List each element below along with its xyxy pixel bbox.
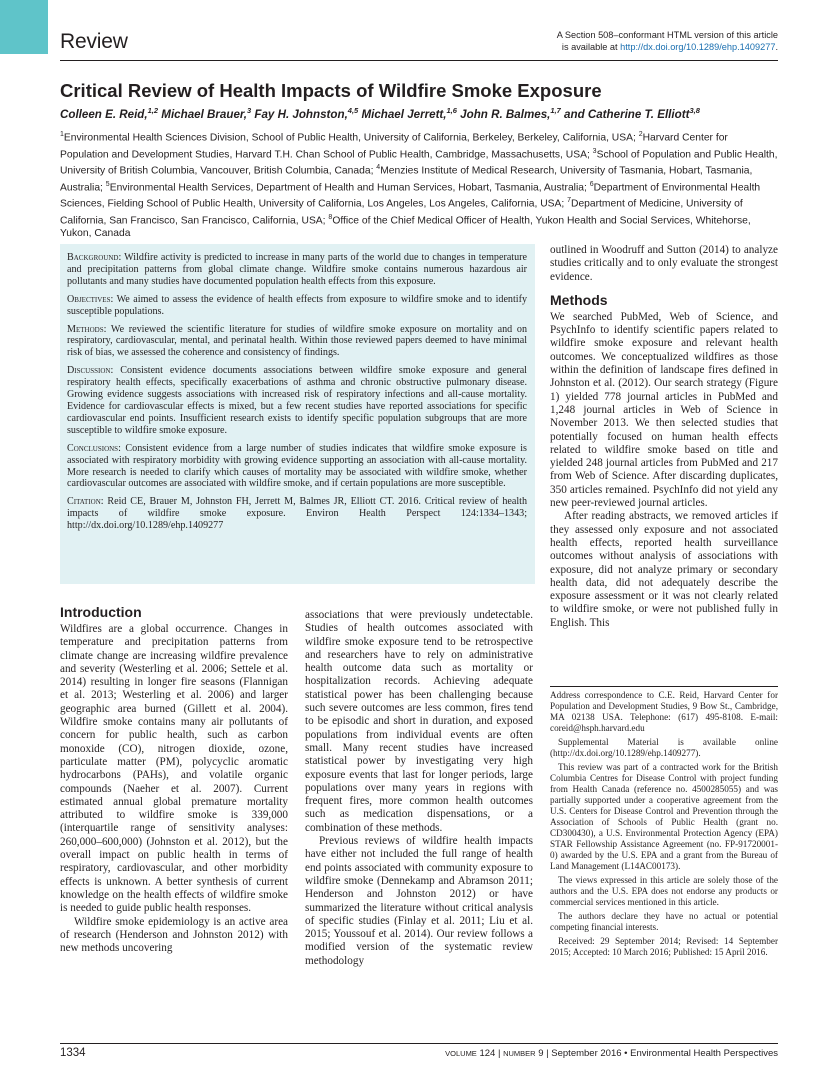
footer-bullet: • [624,1048,628,1059]
author-sup: 3,8 [689,106,700,115]
footnote-funding: This review was part of a contracted work for the British Columbia Centres for Disease Control with project funding from Health Canada (reference no. 4500285055) and was partially supported under a cooperative agreement from the U.S. Centers for Disease Control and Prevention through the Association of Schools of Public Health (grant no. CD300430), a U.S. Environmental Protection Agency (EPA) STAR Fellowship Assistance Agreement (no. FP-91720001-0) awarded by the U.S. EPA and a grant from the Bureau of Land Management (L14AC00173). [550,762,778,871]
methods-paragraph-1: We searched PubMed, Web of Science, and PsychInfo to identify scientific papers related to wildfire smoke exposure and relevant health outcomes. We conceptualized wildfires as those within the definition of landscape fires defined in Johnston et al. (2012). Our search strategy (Figure 1) yielded 778 journal articles in PubMed and 1,248 journal articles in Web of Science in November 2013. We then selected studies that potentially focused on human health effects related to wildfire smoke based on title and yielded 248 journal articles from PubMed and 217 from Web of Science. After discarding duplicates, 350 articles remained. PsychInfo did not yield any new peer-reviewed journal articles. [550,310,778,510]
footnote-supplemental: Supplemental Material is available online (http://dx.doi.org/10.1289/ehp.1409277). [550,737,778,758]
affil-sup: 3 [592,147,597,155]
abstract-label: Discussion: [67,365,114,377]
number-value: 9 [538,1048,544,1059]
author: Fay H. Johnston, [251,107,348,121]
section-color-tab [0,0,48,54]
affil-sup: 4 [376,164,381,172]
author: John R. Balmes, [456,107,551,121]
intro-paragraph-3: associations that were previously undetectable. Studies of health outcomes associated with wildfire smoke exposure tend to be retrospective and researchers have to rely on administrative health outcome data such as mortality or hospitalization records. Achieving adequate statistical power has been challenging because such severe outcomes are less common, fires tend to be episodic and short in duration, and exposed populations from individual events are often small. Many recent studies have increased statistical power by investigating very high exposure events that last for longer periods, large populations over many years in regions with frequent fires, more common health outcomes such as medication dispensations, or a combination of these methods. [305,609,533,834]
affiliation: Environmental Health Services, Department of Health and Human Services, Hobart, Tasmania, Australia; [109,181,590,193]
note-line-1: A Section 508–conformant HTML version of this article [556,30,778,40]
volume-label: VOLUME [445,1049,477,1058]
abstract-objectives [67,294,527,318]
affiliation: Menzies Institute of Medical Research, University of Tasmania, Hobart, Tasmania, Australia; [60,165,753,193]
author: Colleen E. Reid, [60,107,148,121]
number-label: NUMBER [503,1049,536,1058]
author-list [60,106,790,121]
affiliation: Department of Environmental Health Sciences, Fielding School of Public Health, University of California, Los Angeles, Los Angeles, California, USA; [60,181,761,210]
abstract-label: Background: [67,252,122,263]
methods-heading: Methods [550,291,608,308]
abstract-text: Consistent evidence from a large number of studies indicates that wildfire smoke exposure is associated with respiratory morbidity with growing evidence supporting an association with all-cause mortality. More research is needed to clarify which causes of mortality may be associated with wildfire smoke, whether cardiovascular outcomes are associated with wildfire smoke, and if certain populations are more susceptible. [67,442,527,490]
abstract-discussion [67,365,527,436]
note-line-2 [557,41,778,53]
author: Michael Jerrett, [358,107,447,121]
affiliation: Environmental Health Sciences Division, School of Public Health, University of California, Berkeley, Berkeley, California, USA; [63,132,639,144]
affil-sup: 1 [60,131,64,138]
affil-sup: 7 [567,197,572,205]
footnote-dates: Received: 29 September 2014; Revised: 14 September 2015; Accepted: 10 March 2016; Published: 15 April 2016. [550,936,778,957]
abstract-label: Citation: [67,496,104,508]
footnote-disclaimer: The views expressed in this article are solely those of the authors and the U.S. EPA does not endorse any products or commercial services mentioned in this article. [550,875,778,907]
author: and Catherine T. Elliott [560,107,690,121]
article-title: Critical Review of Health Impacts of Wildfire Smoke Exposure [60,80,602,101]
methods-paragraph-2: After reading abstracts, we removed articles if they assessed only exposure and not associated health effects, reported health surveillance outcomes without analysis of associations with exposure, did not analyze primary or secondary health data, did not adequately describe the exposure assessment or it was not clearly related to wildfire smoke, or were not published fully in English. This [550,510,778,629]
author-sup: 3 [247,106,252,115]
author-sup: 1,7 [550,106,561,115]
column-middle [305,609,533,968]
abstract-text: Wildfire activity is predicted to increase in many parts of the world due to changes in temperature and precipitation patterns from global climate change. Wildfire smoke contains numerous hazardous air pollutants and many studies have documented population health effects from this exposure. [67,252,527,287]
footnote-competing-interests: The authors declare they have no actual or potential competing financial interests. [550,911,778,932]
author: Michael Brauer, [158,107,247,121]
abstract-methods [67,324,527,360]
author-sup: 1,6 [446,106,457,115]
abstract-label: Objectives: [67,293,114,305]
intro-paragraph-5: outlined in Woodruff and Sutton (2014) to analyze studies critically and to only evaluate the strongest evidence. [550,244,778,283]
section-label: Review [60,30,128,53]
intro-paragraph-2: Wildfire smoke epidemiology is an active area of research (Henderson and Johnston 2012) with new methods uncovering [60,915,288,955]
affiliation: Harvard Center for Population and Development Studies, Harvard T.H. Chan School of Public Health, Cambridge, Massachusetts, USA; [60,132,728,160]
affil-sup: 8 [328,213,333,221]
note-suffix: . [775,42,778,52]
affil-sup: 2 [638,131,643,138]
abstract-citation [67,496,527,532]
affiliations [60,128,778,240]
abstract-label: Methods: [67,323,107,335]
html-version-note [557,29,778,53]
journal-name: Environmental Health Perspectives [630,1048,778,1059]
abstract-text: We reviewed the scientific literature for studies of wildfire smoke exposure on mortality and on respiratory, cardiovascular, mental, and perinatal health. Within those reviewed papers deemed to have minimal risk of bias, we assessed the coherence and consistency of findings. [67,323,527,359]
footnote-correspondence: Address correspondence to C.E. Reid, Harvard Center for Population and Development Studies, 9 Bow St., Cambridge, MA 02138 USA. Telephone: (617) 495-8108. E-mail: coreid@hsph.harvard.edu [550,690,778,733]
page-number: 1334 [60,1047,86,1059]
abstract-label: Conclusions: [67,442,121,454]
column-right [550,244,778,630]
volume-value: 124 [479,1048,496,1059]
affiliation: Office of the Chief Medical Officer of Health, Yukon Health and Social Services, Whitehorse, Yukon, Canada [60,215,751,240]
author-sup: 1,2 [147,106,159,115]
abstract-background [67,252,527,288]
affil-sup: 5 [105,180,110,188]
intro-paragraph-1: Wildfires are a global occurrence. Changes in temperature and precipitation patterns from climate change are increasing wildfire prevalence and severity (Westerling et al. 2006; Settele et al. 2014) resulting in longer fire seasons (Flannigan et al. 2013; Westerling et al. 2006) and larger geographic area burned (Gillett et al. 2004). Wildfire smoke contains many air pollutants of concern for public health, such as carbon monoxide (CO), nitrogen dioxide, ozone, particulate matter (PM), polycyclic aromatic hydrocarbons (PAHs), and volatile organic compounds (Naeher et al. 2007). Current estimated annual global premature mortality attributed to wildfire smoke is 339,000 (interquartile range of sensitivity analyses: 260,000–600,000) (Johnston et al. 2012), but the overall impact on public health in terms of respiratory, cardiovascular, and other morbidity effects is unknown. A better synthesis of current knowledge on the health effects of wildfire smoke is needed to guide public health responses. [60,623,288,915]
intro-paragraph-4: Previous reviews of wildfire health impacts have either not included the full range of health end points associated with community exposure to wildfire smoke (Dennekamp and Abramson 2011; Henderson and Johnston 2012) or have summarized the literature without critical analysis of specific studies (Finlay et al. 2011; Liu et al. 2015; Youssouf et al. 2014). Our review follows a modified version of the systematic review methodology [305,835,533,967]
intro-heading: Introduction [60,604,142,620]
abstract-text: Reid CE, Brauer M, Johnston FH, Jerrett M, Balmes JR, Elliott CT. 2016. Critical review of health impacts of wildfire smoke exposure. Environ Health Perspect 124:1334–1343; http://dx.doi.org/10.1289/ehp.1409277 [67,496,527,532]
affil-sup: 6 [589,180,594,188]
column-left [60,604,288,955]
abstract-conclusions [67,443,527,491]
footer-rule [60,1043,778,1044]
author-sup: 4,5 [347,106,359,115]
affiliation: Department of Medicine, University of California, San Francisco, San Francisco, California, USA; [60,198,743,226]
abstract-box [60,244,535,584]
issue-date: September 2016 [551,1048,622,1059]
header-rule [60,60,778,61]
affiliation: School of Population and Public Health, University of British Columbia, Vancouver, British Columbia, Canada; [60,148,778,177]
journal-footer: VOLUME 124 | NUMBER 9 | September 2016 • Environmental Health Perspectives [445,1048,778,1059]
note-prefix: is available at [561,42,621,52]
footnotes [550,686,778,961]
abstract-text: We aimed to assess the evidence of health effects from exposure to wildfire smoke and to identify susceptible populations. [67,293,527,317]
abstract-text: Consistent evidence documents associations between wildfire smoke exposure and general respiratory health effects, specifically exacerbations of asthma and chronic obstructive pulmonary disease. Growing evidence suggests associations with increased risk of respiratory infections and all-cause mortality. Evidence for cardiovascular effects is mixed, but a few recent studies have reported associations for specific cardiovascular end points. Insufficient research exists to identify specific population subgroups that are more susceptible to wildfire smoke exposure. [67,365,527,436]
doi-link[interactable]: http://dx.doi.org/10.1289/ehp.1409277 [620,42,776,52]
